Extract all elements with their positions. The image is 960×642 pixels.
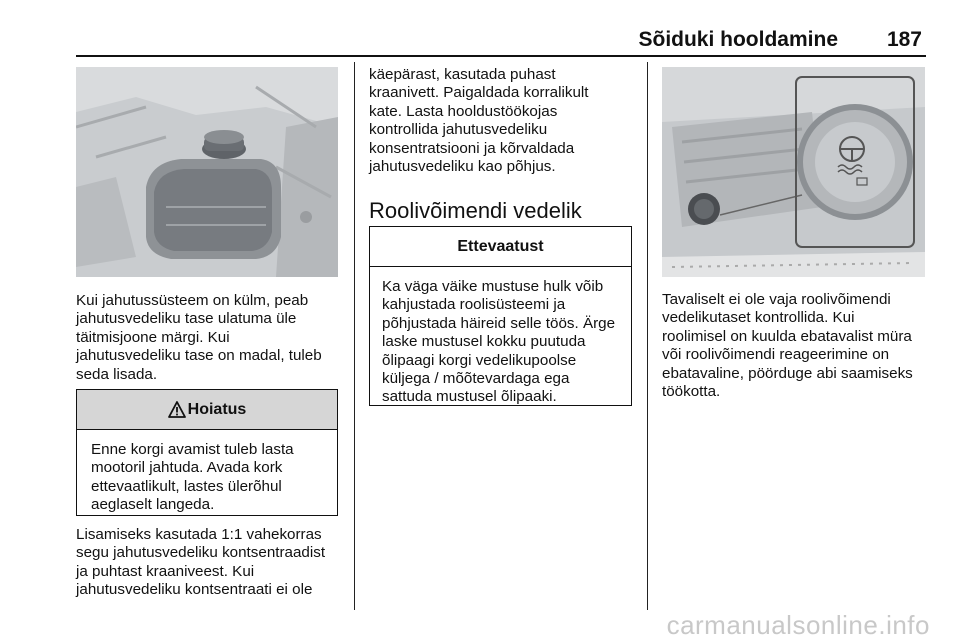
warning-header	[77, 390, 337, 430]
column-divider-1	[354, 62, 355, 610]
warning-text: Enne korgi avamist tuleb lasta mootoril jahtuda. Avada kork ettevaatlikult, lastes ülerõhul aeglaselt langeda.	[91, 441, 294, 514]
col1-paragraph-1: Kui jahutussüsteem on külm, peab jahutusvedeliku tase ulatuma üle täitmisjoone märgi. Kui jahutusvedeliku tase on madal, tuleb seda lisada.	[76, 292, 322, 383]
col3-paragraph-1: Tavaliselt ei ole vaja roolivõimendi vedelikutaset kontrollida. Kui roolimisel on kuulda ebatavalist müra või roolivõimendi reageerimine on ebatavaline, pöörduge abi saamiseks töökotta.	[662, 291, 913, 401]
coolant-reservoir-image	[76, 67, 338, 277]
column-divider-2	[647, 62, 648, 610]
warning-title: Hoiatus	[187, 400, 247, 418]
header-rule	[76, 55, 926, 57]
watermark: carmanualsonline.info	[666, 610, 930, 640]
power-steering-illustration	[662, 67, 925, 277]
col2-paragraph-1: käepärast, kasutada puhast kraanivett. Paigaldada korralikult kate. Lasta hooldustöökojas kontrollida jahutusvedeliku konsentratsiooni ja kõrvaldada jahutusvedeliku kao põhjus.	[369, 66, 589, 176]
power-steering-reservoir-image	[662, 67, 925, 277]
col1-paragraph-2: Lisamiseks kasutada 1:1 vahekorras segu jahutusvedeliku kontsentraadist ja puhtast kraaniveest. Kui jahutusvedeliku kontsentraati ei ole	[76, 526, 326, 599]
caution-header: Ettevaatust	[370, 227, 631, 267]
header-title: Sõiduki hooldamine	[638, 28, 838, 51]
warning-triangle-icon	[168, 401, 186, 418]
warning-box	[76, 389, 338, 516]
page-number: 187	[886, 28, 922, 51]
coolant-reservoir-illustration	[76, 67, 338, 277]
section-heading: Roolivõimendi vedelik	[369, 198, 582, 223]
caution-text: Ka väga väike mustuse hulk võib kahjustada roolisüsteemi ja põhjustada häireid selle töös. Ärge laske mustusel kokku puutuda õlipaagi korgi vedelikupoolse küljega / mõõtevardaga ega sattuda mustusel õlipaaki.	[382, 278, 616, 406]
page-header	[76, 26, 926, 56]
caution-box	[369, 226, 632, 406]
